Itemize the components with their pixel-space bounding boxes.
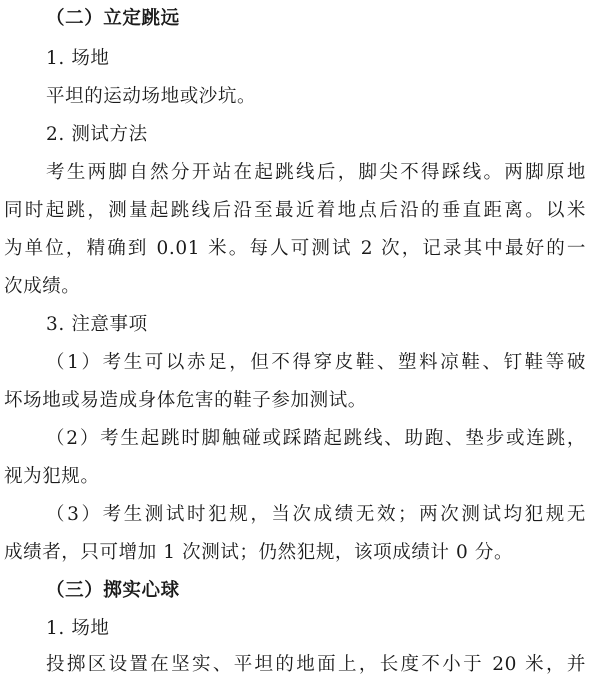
- note-1-line-1: （1）考生可以赤足，但不得穿皮鞋、塑料凉鞋、钉鞋等破: [46, 352, 586, 373]
- note-2-line-1: （2）考生起跳时脚触碰或踩踏起跳线、助跑、垫步或连跳，: [46, 428, 586, 449]
- method-line-3: 为单位，精确到 0.01 米。每人可测试 2 次，记录其中最好的一: [4, 238, 586, 259]
- venue-text: 平坦的运动场地或沙坑。: [46, 86, 257, 107]
- subheading-venue: 1. 场地: [46, 48, 110, 69]
- note-3-line-2: 成绩者，只可增加 1 次测试；仍然犯规，该项成绩计 0 分。: [4, 542, 514, 563]
- subheading-notes: 3. 注意事项: [46, 314, 148, 335]
- note-3-line-1: （3）考生测试时犯规，当次成绩无效；两次测试均犯规无: [46, 504, 586, 525]
- note-2-line-2: 视为犯规。: [4, 466, 100, 487]
- method-line-1: 考生两脚自然分开站在起跳线后，脚尖不得踩线。两脚原地: [46, 162, 586, 183]
- method-line-4: 次成绩。: [4, 276, 81, 297]
- section-heading-medicine-ball: （三）掷实心球: [46, 580, 180, 601]
- section-heading-standing-jump: （二）立定跳远: [46, 8, 180, 29]
- subheading-venue-2: 1. 场地: [46, 618, 110, 639]
- method-line-2: 同时起跳，测量起跳线后沿至最近着地点后沿的垂直距离。以米: [4, 200, 586, 221]
- note-1-line-2: 坏场地或易造成身体危害的鞋子参加测试。: [4, 390, 367, 411]
- venue-2-text: 投掷区设置在坚实、平坦的地面上，长度不小于 20 米，并: [46, 654, 586, 675]
- subheading-test-method: 2. 测试方法: [46, 124, 148, 145]
